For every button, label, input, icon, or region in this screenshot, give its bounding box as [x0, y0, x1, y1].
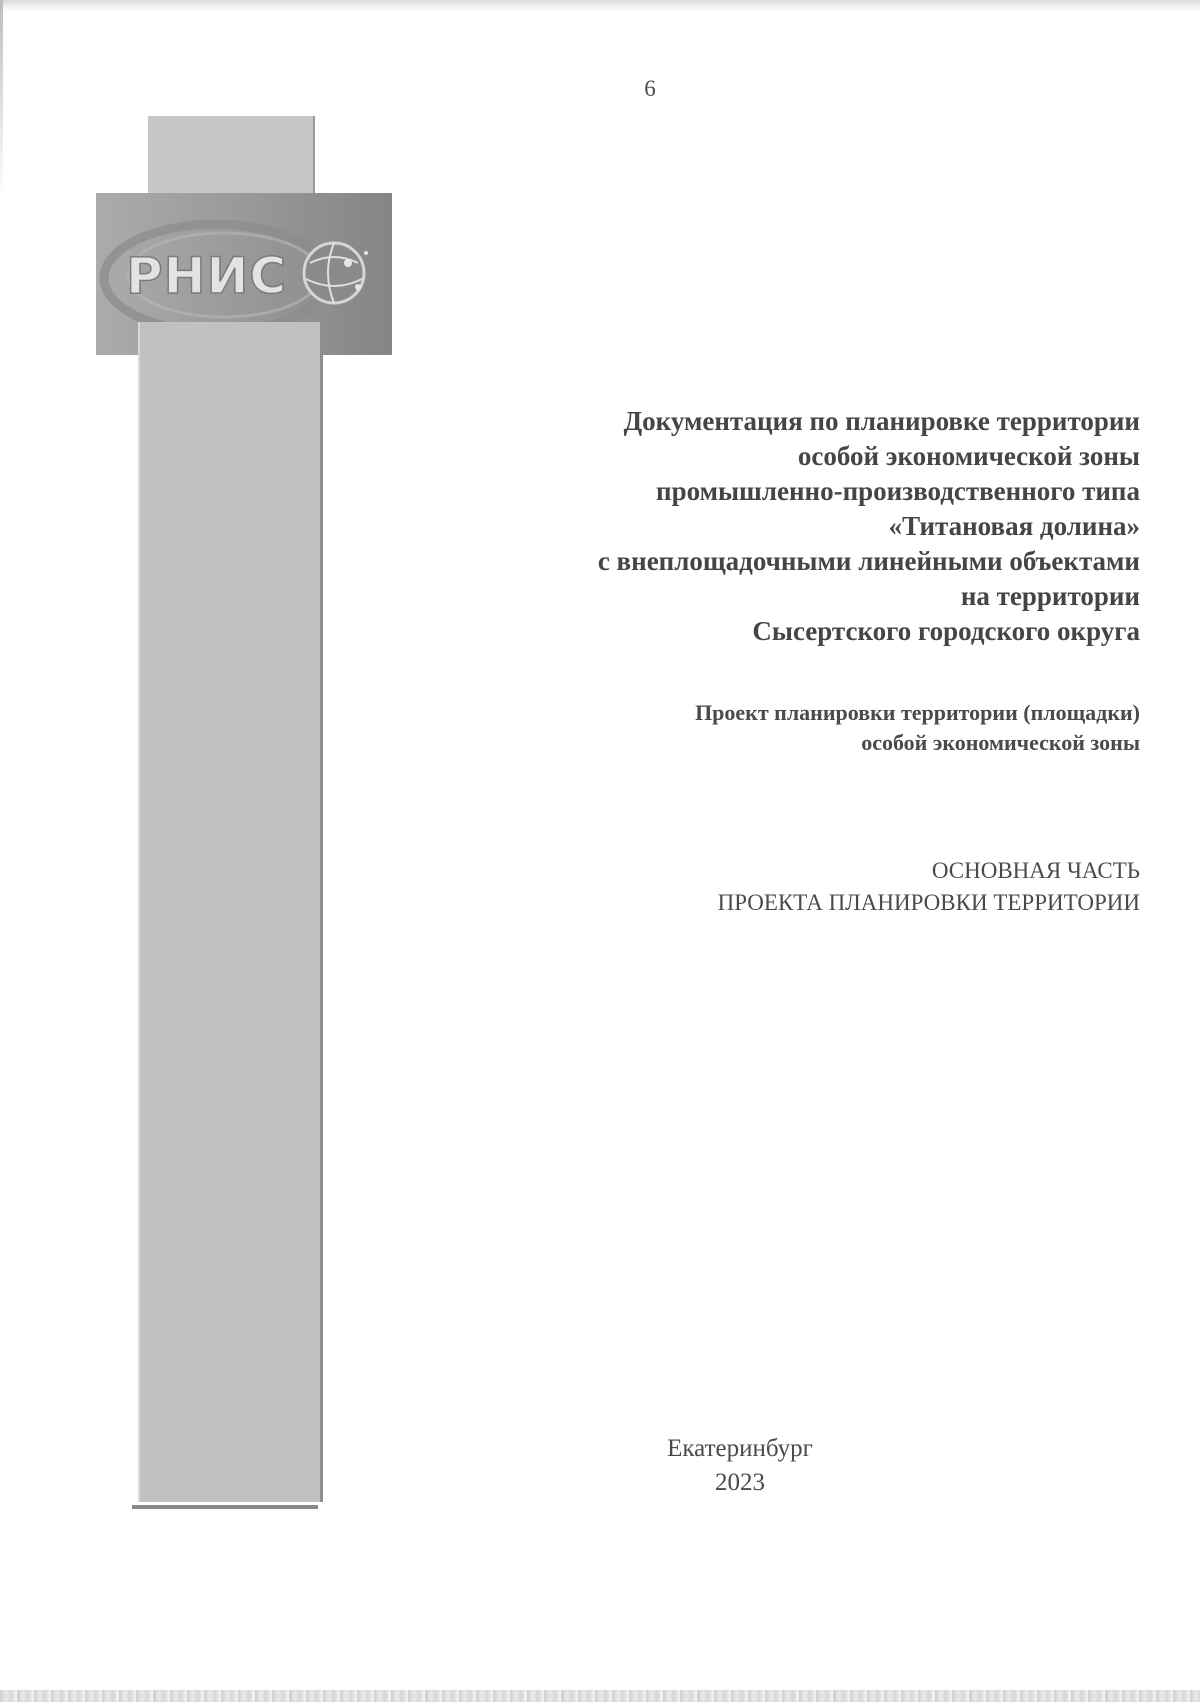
publication-place-year: [620, 1432, 860, 1500]
scan-edge-bottom: [0, 1690, 1200, 1702]
logo-text: РНИС: [126, 247, 288, 305]
section-line: ОСНОВНАЯ ЧАСТЬ: [931, 858, 1140, 883]
scan-edge-top: [0, 0, 1200, 12]
title-line: особой экономической зоны: [797, 441, 1140, 471]
publication-year: 2023: [715, 1469, 765, 1496]
logo-globe-icon: [304, 243, 368, 303]
publication-city: Екатеринбург: [667, 1435, 813, 1462]
scan-edge-left: [0, 0, 3, 200]
document-title: [480, 404, 1140, 649]
decorative-bar-top: [148, 116, 313, 196]
title-line: на территории: [960, 581, 1140, 611]
title-line: с внеплощадочными линейными объектами: [597, 546, 1140, 576]
title-line: промышленно-производственного типа: [656, 476, 1140, 506]
page-number: 6: [644, 76, 656, 101]
document-section-heading: [600, 855, 1140, 919]
decorative-bar-main: [138, 322, 323, 1502]
title-line: Документация по планировке территории: [623, 406, 1140, 436]
subtitle-line: Проект планировки территории (площадки): [695, 700, 1140, 725]
title-line: Сысертского городского округа: [752, 616, 1140, 646]
section-line: ПРОЕКТА ПЛАНИРОВКИ ТЕРРИТОРИИ: [717, 890, 1140, 915]
subtitle-line: особой экономической зоны: [861, 730, 1140, 755]
document-subtitle: [560, 698, 1140, 758]
title-line: «Титановая долина»: [888, 511, 1140, 541]
decorative-bar-base: [132, 1505, 318, 1509]
